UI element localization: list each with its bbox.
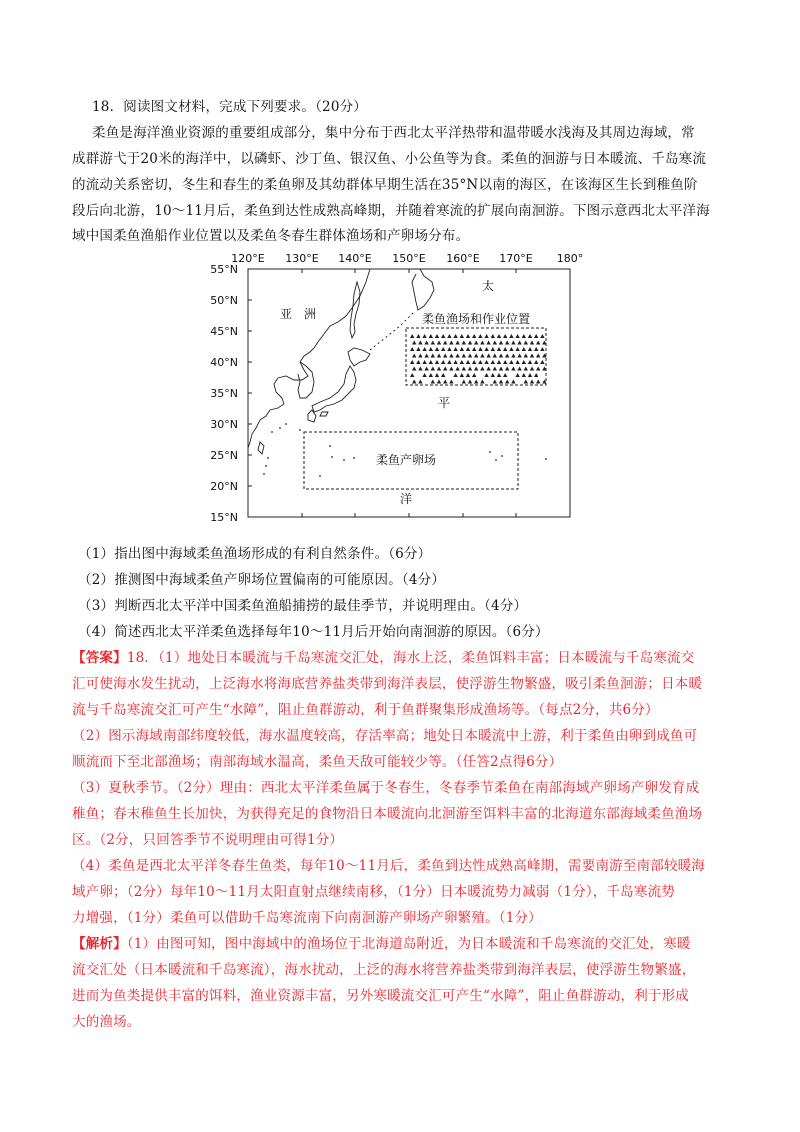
fishing-marker	[441, 360, 445, 364]
fishing-marker	[416, 347, 420, 351]
lat-tick: 35°N	[210, 387, 238, 400]
fishing-marker	[468, 341, 472, 345]
fishing-marker	[484, 347, 488, 351]
fishing-marker	[453, 334, 457, 338]
fishing-marker	[462, 341, 466, 345]
fishing-marker	[524, 367, 528, 371]
answer-line: 汇可使海水发生扰动，上泛海水将海底营养盐类带到海洋表层，使浮游生物繁盛，吸引柔鱼洄游；日本暖	[72, 676, 703, 692]
fishing-marker	[468, 367, 472, 371]
fishing-marker	[474, 367, 478, 371]
answer-line: 区。（2分，只回答季节不说明理由可得1分）	[72, 832, 344, 848]
fishing-marker	[536, 367, 540, 371]
fishing-marker	[505, 341, 509, 345]
fishing-marker	[511, 380, 515, 384]
fishing-marker	[449, 367, 453, 371]
fishing-marker	[429, 334, 433, 338]
fishing-ground-label: 柔鱼渔场和作业位置	[421, 312, 531, 326]
fishing-marker	[530, 380, 534, 384]
fishing-marker	[536, 354, 540, 358]
fishing-marker	[449, 354, 453, 358]
fishing-marker	[422, 347, 426, 351]
fishing-marker	[530, 354, 534, 358]
paragraph-line: 柔鱼是海洋渔业资源的重要组成部分，集中分布于西北太平洋热带和温带暖水浅海及其周边海域，常	[92, 125, 695, 141]
answer-line: （4）柔鱼是西北太平洋冬春生鱼类，每年10～11月后，柔鱼到达性成熟高峰期，需要南游至南部较暖海	[72, 858, 706, 874]
fishing-marker	[418, 341, 422, 345]
fishing-marker	[491, 347, 495, 351]
paragraph-line: 成群游弋于20米的海洋中，以磷虾、沙丁鱼、银汉鱼、小公鱼等为食。柔鱼的洄游与日本暖流、千岛寒流	[72, 151, 707, 167]
fishing-marker	[412, 354, 416, 358]
fishing-marker	[466, 334, 470, 338]
fishing-position-markers	[410, 334, 547, 384]
asia-coastline	[248, 269, 370, 448]
fishing-marker	[540, 334, 544, 338]
fishing-marker	[472, 334, 476, 338]
fishing-marker	[534, 360, 538, 364]
fishing-marker	[431, 341, 435, 345]
fishing-marker	[503, 373, 507, 377]
lon-tick: 140°E	[338, 252, 372, 265]
sub-question: （1）指出图中海域柔鱼渔场形成的有利自然条件。（6分）	[78, 546, 432, 562]
fishing-marker	[453, 360, 457, 364]
pacific-label-tai: 太	[482, 279, 495, 293]
fishing-marker	[437, 380, 441, 384]
fishing-marker	[524, 354, 528, 358]
fishing-marker	[503, 334, 507, 338]
answer-line: 稚鱼；春末稚鱼生长加快，为获得充足的食物沿日本暖流向北洄游至饵料丰富的北海道东部海域柔鱼渔场	[72, 806, 703, 822]
fishing-marker	[424, 367, 428, 371]
fishing-marker	[522, 347, 526, 351]
fishing-marker	[431, 367, 435, 371]
lat-tick: 50°N	[210, 294, 238, 307]
fishing-marker	[435, 360, 439, 364]
fishing-marker	[472, 347, 476, 351]
fishing-marker	[455, 354, 459, 358]
lon-tick: 180°	[556, 252, 584, 265]
analysis-line: 进而为鱼类提供丰富的饵料，渔业资源丰富，另外寒暖流交汇可产生“水障”，阻止鱼群游动，利于形成	[72, 988, 690, 1004]
fishing-marker	[462, 354, 466, 358]
answer-line: 域产卵；（2分）每年10～11月太阳直射点继续南移，（1分）日本暖流势力减弱（1分），千岛寒流势	[72, 884, 675, 900]
kuril-islands	[370, 312, 414, 350]
fishing-marker	[480, 354, 484, 358]
lon-tick: 120°E	[231, 252, 265, 265]
fishing-marker	[468, 380, 472, 384]
fishing-marker	[511, 341, 515, 345]
fishing-marker	[478, 360, 482, 364]
analysis-tag: 【解析】	[72, 936, 127, 952]
fishing-marker	[499, 341, 503, 345]
fishing-marker	[534, 347, 538, 351]
fishing-marker	[484, 334, 488, 338]
fishing-marker	[542, 341, 546, 345]
analysis-line: 大的渔场。	[72, 1014, 141, 1030]
fishing-marker	[530, 367, 534, 371]
lat-tick: 15°N	[210, 511, 238, 524]
analysis-line-first	[72, 932, 691, 952]
fishing-marker	[468, 354, 472, 358]
fishing-marker	[422, 360, 426, 364]
fishing-marker	[522, 373, 526, 377]
fishing-marker	[540, 347, 544, 351]
paragraph-line: 域中国柔鱼渔船作业位置以及柔鱼冬春生群体渔场和产卵场分布。	[72, 228, 470, 244]
japan-honshu	[312, 366, 356, 412]
fishing-marker	[466, 347, 470, 351]
answer-line: 18．（1）地处日本暖流与千岛寒流交汇处，海水上泛，柔鱼饵料丰富；日本暖流与千岛寒流交	[126, 650, 695, 666]
fishing-marker	[474, 341, 478, 345]
fishing-marker	[441, 334, 445, 338]
fishing-marker	[497, 360, 501, 364]
fishing-marker	[418, 367, 422, 371]
fishing-marker	[443, 341, 447, 345]
fishing-marker	[480, 341, 484, 345]
fishing-marker	[431, 354, 435, 358]
small-islands	[263, 423, 547, 477]
answer-line: （2）图示海域南部纬度较低，海水温度较高，存活率高；地处日本暖流中上游，利于柔鱼由卵到成鱼可	[72, 728, 698, 744]
fishing-marker	[453, 373, 457, 377]
fishing-marker	[503, 360, 507, 364]
fishing-marker	[509, 334, 513, 338]
lon-tick: 160°E	[446, 252, 480, 265]
fishing-marker	[497, 334, 501, 338]
sub-question: （4）简述西北太平洋柔鱼选择每年10～11月后开始向南洄游的原因。（6分）	[78, 624, 549, 640]
fishing-marker	[424, 354, 428, 358]
fishing-marker	[474, 354, 478, 358]
fishing-marker	[466, 373, 470, 377]
fishing-marker	[460, 360, 464, 364]
fishing-marker	[449, 380, 453, 384]
fishing-marker	[528, 360, 532, 364]
fishing-marker	[466, 360, 470, 364]
fishing-marker	[410, 373, 414, 377]
fishing-marker	[447, 334, 451, 338]
fishing-marker	[503, 347, 507, 351]
fishing-marker	[460, 334, 464, 338]
fishing-marker	[418, 354, 422, 358]
fishing-marker	[540, 360, 544, 364]
fishing-marker	[505, 380, 509, 384]
answer-line-first	[72, 646, 694, 666]
fishing-marker	[478, 347, 482, 351]
squid-distribution-map	[210, 252, 590, 524]
fishing-marker	[441, 373, 445, 377]
fishing-marker	[536, 380, 540, 384]
fishing-marker	[515, 347, 519, 351]
fishing-marker	[497, 347, 501, 351]
fishing-marker	[484, 360, 488, 364]
fishing-marker	[447, 347, 451, 351]
lat-tick: 30°N	[210, 418, 238, 431]
fishing-marker	[534, 334, 538, 338]
fishing-marker	[497, 373, 501, 377]
fishing-marker	[435, 373, 439, 377]
fishing-marker	[509, 347, 513, 351]
kamchatka-peninsula	[412, 269, 434, 310]
spawning-ground-label: 柔鱼产卵场	[375, 453, 437, 467]
fishing-marker	[517, 354, 521, 358]
fishing-marker	[530, 341, 534, 345]
fishing-marker	[437, 354, 441, 358]
lon-tick-labels	[231, 252, 583, 265]
fishing-marker	[410, 347, 414, 351]
fishing-marker	[412, 380, 416, 384]
answer-line: （3）夏秋季节。（2分）理由：西北太平洋柔鱼属于冬春生，冬春季节柔鱼在南部海域产卵场产卵发育成	[72, 780, 700, 796]
fishing-marker	[460, 373, 464, 377]
analysis-line: （1）由图可知，图中海域中的渔场位于北海道岛附近，为日本暖流和千岛寒流的交汇处，寒暖	[126, 936, 691, 952]
fishing-marker	[491, 334, 495, 338]
paragraph-line: 的流动关系密切，冬生和春生的柔鱼卵及其幼群体早期生活在35°N以南的海区，在该海区生长到稚鱼阶	[72, 177, 698, 193]
answer-line: 顺流而下至北部渔场；南部海域水温高，柔鱼天敌可能较少等。（任答2点得6分）	[72, 754, 563, 770]
fishing-marker	[528, 334, 532, 338]
fishing-marker	[499, 354, 503, 358]
fishing-marker	[493, 367, 497, 371]
question-title: 18．阅读图文材料，完成下列要求。（20分）	[92, 99, 368, 115]
fishing-marker	[499, 380, 503, 384]
fishing-marker	[474, 380, 478, 384]
fishing-marker	[431, 380, 435, 384]
lon-tick: 170°E	[499, 252, 533, 265]
fishing-marker	[505, 354, 509, 358]
fishing-marker	[480, 380, 484, 384]
fishing-marker	[435, 334, 439, 338]
fishing-marker	[443, 380, 447, 384]
pacific-label-ping: 平	[438, 396, 451, 410]
fishing-marker	[422, 334, 426, 338]
fishing-marker	[429, 347, 433, 351]
fishing-marker	[486, 341, 490, 345]
fishing-marker	[443, 354, 447, 358]
fishing-marker	[429, 373, 433, 377]
fishing-marker	[437, 341, 441, 345]
lat-tick: 40°N	[210, 356, 238, 369]
fishing-marker	[511, 354, 515, 358]
fishing-marker	[435, 347, 439, 351]
lat-tick: 45°N	[210, 325, 238, 338]
fishing-marker	[522, 334, 526, 338]
fishing-marker	[524, 341, 528, 345]
japan-kyushu	[308, 410, 328, 422]
fishing-marker	[472, 373, 476, 377]
asia-label: 亚 洲	[280, 307, 317, 321]
fishing-marker	[534, 373, 538, 377]
fishing-marker	[524, 380, 528, 384]
fishing-marker	[511, 367, 515, 371]
fishing-marker	[528, 347, 532, 351]
fishing-marker	[493, 354, 497, 358]
lon-tick: 130°E	[285, 252, 319, 265]
fishing-marker	[522, 360, 526, 364]
lat-tick: 20°N	[210, 480, 238, 493]
answer-line: 流与千岛寒流交汇可产生“水障”，阻止鱼群游动，利于鱼群聚集形成渔场等。（每点2分，共6分）	[72, 702, 659, 718]
fishing-marker	[536, 341, 540, 345]
lon-tick: 150°E	[392, 252, 426, 265]
lat-tick-labels	[210, 263, 238, 524]
fishing-marker	[484, 373, 488, 377]
fishing-marker	[493, 380, 497, 384]
fishing-marker	[499, 367, 503, 371]
fishing-marker	[424, 341, 428, 345]
fishing-marker	[491, 373, 495, 377]
hokkaido-island	[348, 348, 370, 366]
fishing-marker	[455, 341, 459, 345]
fishing-marker	[416, 334, 420, 338]
sub-question: （3）判断西北太平洋中国柔鱼渔船捕捞的最佳季节，并说明理由。（4分）	[78, 598, 528, 614]
fishing-marker	[517, 367, 521, 371]
fishing-marker	[480, 367, 484, 371]
fishing-marker	[517, 341, 521, 345]
paragraph-line: 段后向北游，10～11月后，柔鱼到达性成熟高峰期，并随着寒流的扩展向南洄游。下图示意西北太平洋海	[72, 203, 710, 219]
fishing-marker	[478, 334, 482, 338]
fishing-marker	[460, 347, 464, 351]
fishing-marker	[449, 341, 453, 345]
fishing-marker	[412, 341, 416, 345]
fishing-marker	[447, 360, 451, 364]
fishing-marker	[410, 360, 414, 364]
analysis-line: 流交汇处（日本暖流和千岛寒流），海水扰动，上泛的海水将营养盐类带到海洋表层，使浮游生物繁盛，	[72, 962, 696, 978]
fishing-marker	[515, 373, 519, 377]
answer-tag: 【答案】	[72, 650, 127, 666]
fishing-marker	[441, 347, 445, 351]
sakhalin-island	[350, 282, 360, 338]
fishing-marker	[412, 367, 416, 371]
fishing-marker	[493, 341, 497, 345]
fishing-marker	[515, 360, 519, 364]
fishing-marker	[491, 360, 495, 364]
answer-line: 力增强，（1分）柔鱼可以借助千岛寒流南下向南洄游产卵场产卵繁殖。（1分）	[72, 910, 542, 926]
fishing-marker	[437, 367, 441, 371]
fishing-marker	[410, 334, 414, 338]
fishing-marker	[486, 354, 490, 358]
fishing-marker	[422, 373, 426, 377]
fishing-marker	[453, 347, 457, 351]
sub-question: （2）推测图中海域柔鱼产卵场位置偏南的可能原因。（4分）	[78, 572, 446, 588]
fishing-marker	[509, 360, 513, 364]
fishing-marker	[443, 367, 447, 371]
fishing-marker	[505, 367, 509, 371]
lat-tick: 55°N	[210, 263, 238, 276]
fishing-marker	[462, 380, 466, 384]
fishing-marker	[418, 380, 422, 384]
fishing-marker	[515, 334, 519, 338]
fishing-marker	[455, 367, 459, 371]
pacific-label-yang: 洋	[400, 492, 413, 506]
lat-tick: 25°N	[210, 449, 238, 462]
fishing-marker	[416, 360, 420, 364]
fishing-marker	[472, 360, 476, 364]
fishing-marker	[486, 367, 490, 371]
fishing-marker	[528, 373, 532, 377]
fishing-marker	[429, 360, 433, 364]
fishing-marker	[462, 367, 466, 371]
taiwan-island	[258, 442, 264, 454]
